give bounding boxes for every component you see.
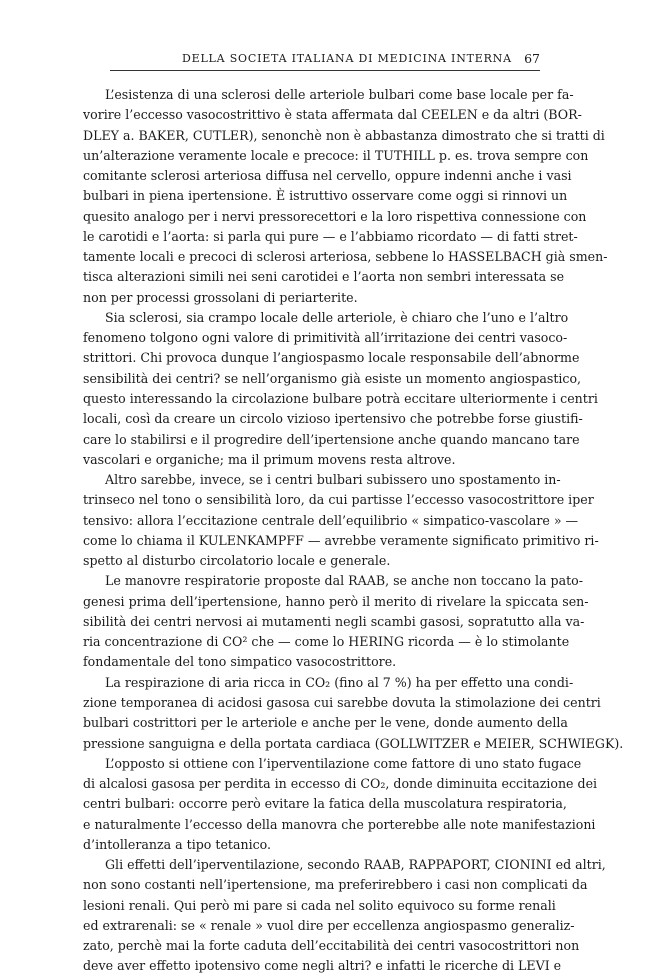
text-line: L’esistenza di una sclerosi delle arteriole bulbari come base locale per fa- bbox=[105, 87, 574, 102]
text-line: Gli effetti dell’iperventilazione, secondo RAAB, RAPPAPORT, CIONINI ed altri, bbox=[105, 857, 606, 873]
header-rule bbox=[110, 70, 540, 71]
text-line: vorire l’eccesso vasocostrittivo è stata affermata dal CEELEN e da altri (BOR- bbox=[83, 107, 582, 123]
text-line: questo interessando la circolazione bulbare potrà eccitare ulteriormente i centri bbox=[83, 390, 598, 406]
text-line: non per processi grossolani di periarterite. bbox=[83, 289, 358, 305]
text-line: sibilità dei centri nervosi ai mutamenti negli scambi gasosi, sopratutto alla va- bbox=[83, 613, 585, 629]
text-line: pressione sanguigna e della portata cardiaca (GOLLWITZER e MEIER, SCHWIEGK). bbox=[83, 735, 624, 751]
text-line: tensivo: allora l’eccitazione centrale dell’equilibrio « simpatico-vascolare » — bbox=[83, 512, 579, 528]
text-line: Le manovre respiratorie proposte dal RAAB, se anche non toccano la pato- bbox=[105, 573, 584, 589]
text-line: fondamentale del tono simpatico vasocostrittore. bbox=[83, 654, 397, 670]
text-line: spetto al disturbo circolatorio locale e generale. bbox=[83, 553, 391, 569]
text-line: L’opposto si ottiene con l’iperventilazione come fattore di uno stato fugace bbox=[105, 755, 582, 771]
text-line: fenomeno tolgono ogni valore di primitività all’irritazione dei centri vasoco- bbox=[83, 330, 568, 346]
text-line: zione temporanea di acidosi gasosa cui sarebbe dovuta la stimolazione dei centri bbox=[83, 694, 601, 710]
text-line: un’alterazione veramente locale e precoce: il TUTHILL p. es. trova sempre con bbox=[83, 147, 589, 163]
text-line: locali, così da creare un circolo vizioso ipertensivo che potrebbe forse giustifi- bbox=[83, 411, 583, 427]
text-line: bulbari in piena ipertensione. È istruttivo osservare come oggi si rinnovi un bbox=[83, 188, 568, 204]
text-line: strittori. Chi provoca dunque l’angiospasmo locale responsabile dell’abnorme bbox=[83, 350, 580, 366]
page-number: 67 bbox=[524, 51, 540, 66]
text-line: sensibilità dei centri? se nell’organismo già esiste un momento angiospastico, bbox=[83, 370, 582, 386]
text-line: vascolari e organiche; ma il primum movens resta altrove. bbox=[83, 451, 456, 467]
text-line: e naturalmente l’eccesso della manovra che porterebbe alle note manifestazioni bbox=[83, 816, 596, 832]
text-line: di alcalosi gasosa per perdita in eccesso di CO₂, donde diminuita eccitazione dei bbox=[83, 776, 598, 792]
text-line: come lo chiama il KULENKAMPFF — avrebbe veramente significato primitivo ri- bbox=[83, 532, 599, 548]
text-line: tisca alterazioni simili nei seni carotidei e l’aorta non sembri interessata se bbox=[83, 269, 565, 285]
running-head-title: DELLA SOCIETA ITALIANA DI MEDICINA INTERNA bbox=[182, 52, 512, 65]
text-line: non sono costanti nell’ipertensione, ma preferirebbero i casi non complicati da bbox=[83, 877, 588, 893]
text-line: zato, perchè mai la forte caduta dell’eccitabilità dei centri vasocostrittori non bbox=[83, 938, 580, 954]
running-header bbox=[110, 52, 540, 68]
text-line: comitante sclerosi arteriosa diffusa nel cervello, oppure indenni anche i vasi bbox=[83, 168, 572, 184]
text-line: deve aver effetto ipotensivo come negli altri? e infatti le ricerche di LEVI e bbox=[83, 958, 562, 974]
text-line: ed extrarenali: se « renale » vuol dire per eccellenza angiospasmo generaliz- bbox=[83, 917, 575, 933]
text-line: Altro sarebbe, invece, se i centri bulbari subissero uno spostamento in- bbox=[105, 472, 561, 488]
text-line: La respirazione di aria ricca in CO₂ (fino al 7 %) ha per effetto una condi- bbox=[105, 674, 574, 690]
text-line: le carotidi e l’aorta: si parla qui pure — e l’abbiamo ricordato — di fatti stret- bbox=[83, 228, 578, 244]
text-line: genesi prima dell’ipertensione, hanno però il merito di rivelare la spiccata sen- bbox=[83, 593, 589, 609]
body-text bbox=[83, 85, 624, 977]
text-line: Sia sclerosi, sia crampo locale delle arteriole, è chiaro che l’uno e l’altro bbox=[105, 309, 569, 325]
text-line: bulbari costrittori per le arteriole e anche per le vene, donde aumento della bbox=[83, 715, 568, 731]
text-line: lesioni renali. Qui però mi pare si cada nel solito equivoco su forme renali bbox=[83, 897, 556, 913]
text-line: d’intolleranza a tipo tetanico. bbox=[83, 836, 272, 852]
text-line: care lo stabilirsi e il progredire dell’ipertensione anche quando mancano tare bbox=[83, 431, 580, 447]
text-line: tamente locali e precoci di sclerosi arteriosa, sebbene lo HASSELBACH già smen- bbox=[83, 249, 608, 265]
text-line: centri bulbari: occorre però evitare la fatica della muscolatura respiratoria, bbox=[83, 796, 567, 812]
text-line: DLEY a. BAKER, CUTLER), senonchè non è abbastanza dimostrato che si tratti di bbox=[83, 127, 605, 143]
text-line: quesito analogo per i nervi pressorecettori e la loro rispettiva connessione con bbox=[83, 208, 587, 224]
text-line: ria concentrazione di CO² che — come lo HERING ricorda — è lo stimolante bbox=[83, 634, 570, 650]
text-line: trinseco nel tono o sensibilità loro, da cui partisse l’eccesso vasocostrittore iper bbox=[83, 492, 594, 508]
